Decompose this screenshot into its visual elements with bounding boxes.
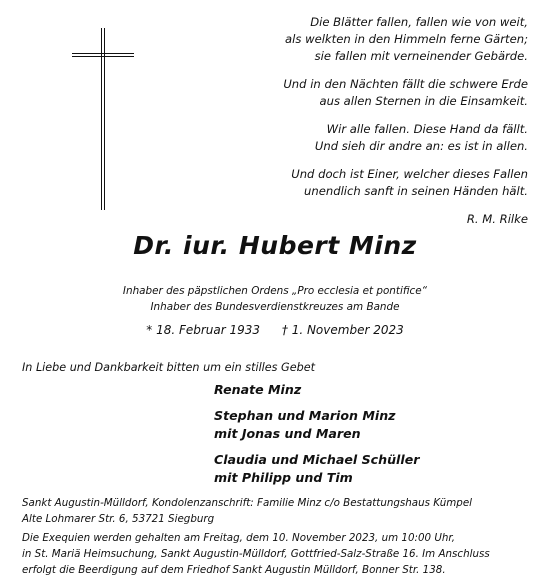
poem-line: Und doch ist Einer, welcher dieses Fallen (291, 167, 528, 181)
poem (208, 14, 528, 228)
mourners-list (214, 381, 419, 495)
poem-stanza (208, 166, 528, 200)
deceased-name: Dr. iur. Hubert Minz (133, 231, 417, 260)
poem-line: Und in den Nächten fällt die schwere Erde (283, 77, 528, 91)
honor-line: Inhaber des Bundesverdienstkreuzes am Bande (150, 301, 400, 313)
mourner-group (214, 407, 419, 443)
mourner-name: Stephan und Marion Minz (214, 408, 396, 423)
poem-author: R. M. Rilke (466, 212, 528, 226)
mourner-group (214, 451, 419, 487)
poem-line: unendlich sanft in seinen Händen hält. (304, 184, 528, 198)
funeral-line: Die Exequien werden gehalten am Freitag, dem 10. November 2023, um 10:00 Uhr, (22, 532, 455, 544)
funeral-line: erfolgt die Beerdigung auf dem Friedhof Sankt Augustin Mülldorf, Bonner Str. 138. (22, 564, 446, 576)
condolence-address (22, 495, 532, 527)
cross-horizontal-bar (72, 53, 134, 57)
poem-stanza (208, 14, 528, 65)
mourner-name: Claudia und Michael Schüller (214, 452, 420, 467)
honor-line: Inhaber des päpstlichen Ordens „Pro ecclesia et pontifice“ (122, 285, 428, 297)
funeral-line: in St. Mariä Heimsuchung, Sankt Augustin-Mülldorf, Gottfried-Salz-Straße 16. Im Anschluss (22, 548, 490, 560)
poem-line: sie fallen mit verneinender Gebärde. (314, 49, 528, 63)
address-line: Sankt Augustin-Mülldorf, Kondolenzanschrift: Familie Minz c/o Bestattungshaus Kümpel (22, 497, 473, 509)
poem-stanza (208, 76, 528, 110)
life-dates (0, 323, 550, 337)
poem-line: aus allen Sternen in die Einsamkeit. (319, 94, 528, 108)
birth-date: * 18. Februar 1933 (146, 323, 261, 337)
mourner-name: Renate Minz (214, 382, 302, 397)
funeral-info (22, 530, 532, 578)
mourners-intro: In Liebe und Dankbarkeit bitten um ein stilles Gebet (22, 361, 315, 374)
death-date: † 1. November 2023 (281, 323, 404, 337)
poem-line: Wir alle fallen. Diese Hand da fällt. (326, 122, 528, 136)
mourner-group (214, 381, 419, 399)
address-line: Alte Lohmarer Str. 6, 53721 Siegburg (22, 513, 215, 525)
honors (0, 283, 550, 315)
mourner-name: mit Philipp und Tim (214, 470, 353, 485)
poem-stanza (208, 121, 528, 155)
poem-line: als welkten in den Himmeln ferne Gärten; (285, 32, 528, 46)
mourner-name: mit Jonas und Maren (214, 426, 361, 441)
poem-line: Und sieh dir andre an: es ist in allen. (314, 139, 528, 153)
poem-line: Die Blätter fallen, fallen wie von weit, (310, 15, 528, 29)
